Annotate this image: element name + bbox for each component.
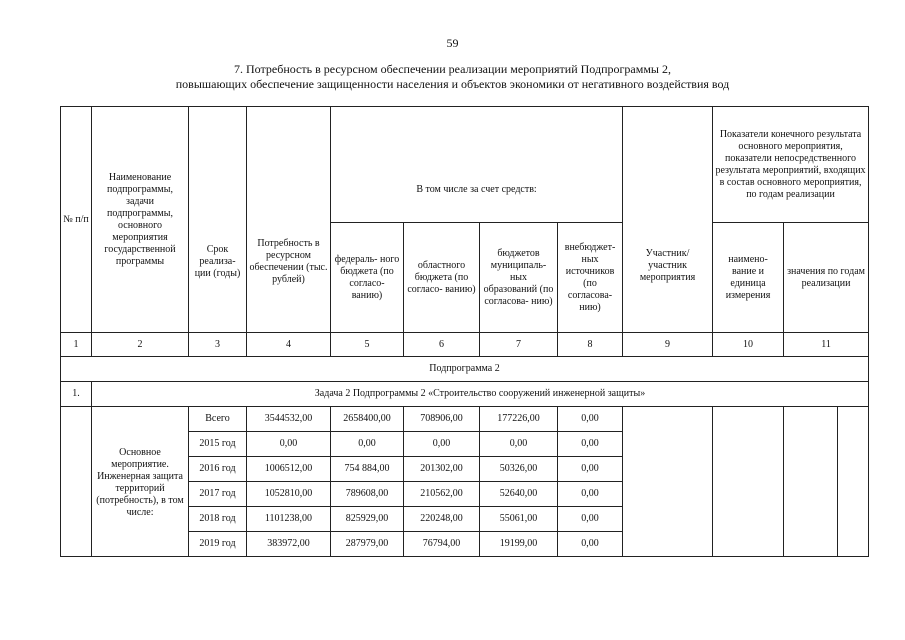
header-participant: Участник/ участник мероприятия (623, 107, 713, 333)
cell-period: Всего (189, 407, 247, 432)
task-number: 1. (61, 382, 92, 407)
cell-municipal: 19199,00 (480, 532, 558, 557)
cell-federal: 754 884,00 (331, 457, 404, 482)
task-label: Задача 2 Подпрограммы 2 «Строительство сооружений инженерной защиты» (92, 382, 869, 407)
cell-need: 0,00 (247, 432, 331, 457)
cell-need: 1052810,00 (247, 482, 331, 507)
header-federal: федераль- ного бюджета (по согласо- ванию) (331, 223, 404, 333)
col-number: 5 (331, 333, 404, 357)
cell-period: 2018 год (189, 507, 247, 532)
cell-indicator-name (713, 407, 784, 557)
cell-municipal: 177226,00 (480, 407, 558, 432)
cell-extra: 0,00 (558, 407, 623, 432)
row-number-empty (61, 407, 92, 557)
cell-regional: 708906,00 (404, 407, 480, 432)
header-name: Наименование подпрограммы, задачи подпрограммы, основного мероприятия государственной программы (92, 107, 189, 333)
col-number: 10 (713, 333, 784, 357)
cell-municipal: 52640,00 (480, 482, 558, 507)
table-row (61, 407, 869, 432)
cell-municipal: 0,00 (480, 432, 558, 457)
column-numbers-row (61, 333, 869, 357)
col-number: 7 (480, 333, 558, 357)
cell-period: 2019 год (189, 532, 247, 557)
cell-extra: 0,00 (558, 457, 623, 482)
header-extra: внебюджет- ных источников (по согласова- нию) (558, 223, 623, 333)
cell-regional: 220248,00 (404, 507, 480, 532)
measure-name: Основное мероприятие. Инженерная защита территорий (потребность), в том числе: (92, 407, 189, 557)
cell-federal: 287979,00 (331, 532, 404, 557)
cell-period: 2017 год (189, 482, 247, 507)
header-including: В том числе за счет средств: (331, 107, 623, 223)
header-term: Срок реализа- ции (годы) (189, 107, 247, 333)
cell-participant (623, 407, 713, 557)
resource-table (60, 106, 869, 557)
header-need: Потребность в ресурсном обеспечении (тыс. рублей) (247, 107, 331, 333)
header-indicators: Показатели конечного результата основного мероприятия, показатели непосредственного результата мероприятий, входящих в состав основного мероприятия, по годам реализации (713, 107, 869, 223)
document-title (60, 62, 845, 92)
cell-need: 1101238,00 (247, 507, 331, 532)
cell-federal: 0,00 (331, 432, 404, 457)
cell-extra: 0,00 (558, 507, 623, 532)
col-number: 1 (61, 333, 92, 357)
cell-need: 383972,00 (247, 532, 331, 557)
cell-regional: 201302,00 (404, 457, 480, 482)
title-line-2: повышающих обеспечение защищенности населения и объектов экономики от негативного воздействия вод (175, 77, 730, 91)
cell-municipal: 50326,00 (480, 457, 558, 482)
header-regional: областного бюджета (по согласо- ванию) (404, 223, 480, 333)
cell-municipal: 55061,00 (480, 507, 558, 532)
header-indicator-name: наимено- вание и единица измерения (713, 223, 784, 333)
cell-extra: 0,00 (558, 482, 623, 507)
title-line-1: 7. Потребность в ресурсном обеспечении реализации мероприятий Подпрограммы 2, (233, 62, 671, 76)
cell-extra: 0,00 (558, 432, 623, 457)
cell-indicator-value-extra (838, 407, 869, 557)
page-number: 59 (446, 36, 459, 50)
subprogram-label: Подпрограмма 2 (61, 357, 869, 382)
cell-period: 2016 год (189, 457, 247, 482)
col-number: 4 (247, 333, 331, 357)
col-number: 8 (558, 333, 623, 357)
cell-regional: 210562,00 (404, 482, 480, 507)
header-municipal: бюджетов муниципаль- ных образований (по согласова- нию) (480, 223, 558, 333)
col-number: 2 (92, 333, 189, 357)
col-number: 11 (784, 333, 869, 357)
col-number: 3 (189, 333, 247, 357)
cell-regional: 76794,00 (404, 532, 480, 557)
cell-period: 2015 год (189, 432, 247, 457)
header-indicator-values: значения по годам реализации (784, 223, 869, 333)
cell-need: 3544532,00 (247, 407, 331, 432)
cell-federal: 825929,00 (331, 507, 404, 532)
col-number: 6 (404, 333, 480, 357)
cell-indicator-value (784, 407, 838, 557)
cell-extra: 0,00 (558, 532, 623, 557)
cell-need: 1006512,00 (247, 457, 331, 482)
cell-regional: 0,00 (404, 432, 480, 457)
col-number: 9 (623, 333, 713, 357)
cell-federal: 2658400,00 (331, 407, 404, 432)
header-num: № п/п (61, 107, 92, 333)
cell-federal: 789608,00 (331, 482, 404, 507)
